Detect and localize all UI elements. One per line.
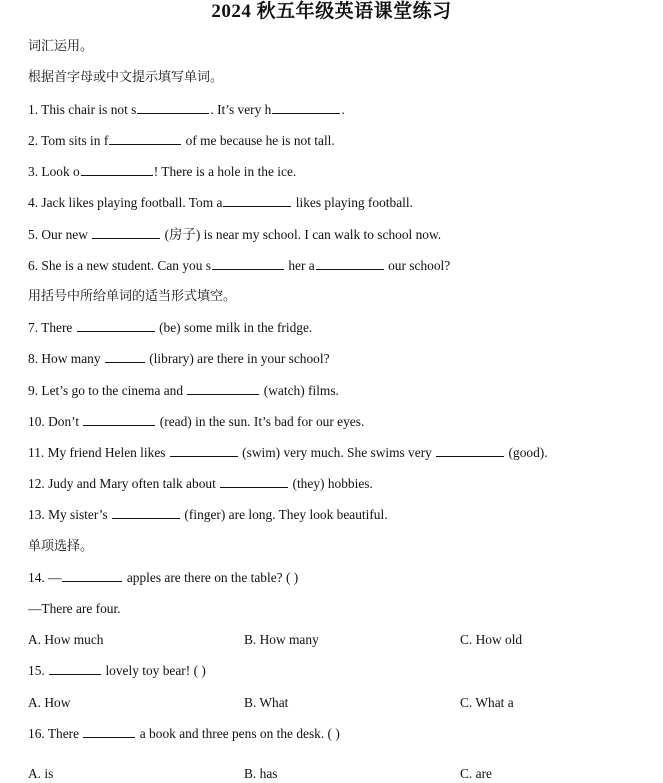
question-5 [28, 226, 441, 244]
section-heading-multiple-choice: 单项选择。 [28, 539, 94, 554]
section-instruction: 根据首字母或中文提示填写单词。 [28, 70, 224, 85]
question-text: 10. Don’t [28, 414, 83, 429]
question-text: (they) hobbies. [289, 476, 373, 491]
answer-blank[interactable] [109, 132, 181, 145]
option-b[interactable]: B. has [244, 766, 278, 781]
question-text: (read) in the sun. It’s bad for our eyes. [156, 414, 365, 429]
question-text: 12. Judy and Mary often talk about [28, 476, 220, 491]
question-text: 7. There [28, 320, 76, 335]
page-title: 2024 秋五年级英语课堂练习 [211, 1, 452, 22]
question-15 [28, 662, 206, 680]
question-text: 4. Jack likes playing football. Tom a [28, 195, 223, 210]
answer-blank[interactable] [92, 226, 160, 239]
section-heading-word-forms: 用括号中所给单词的适当形式填空。 [28, 289, 237, 304]
question-13 [28, 506, 388, 524]
question-text: (swim) very much. She swims very [238, 445, 436, 460]
question-text: 13. My sister’s [28, 507, 112, 522]
answer-blank[interactable] [316, 257, 384, 270]
question-text: (finger) are long. They look beautiful. [181, 507, 388, 522]
question-11 [28, 444, 548, 462]
question-text: 11. My friend Helen likes [28, 445, 169, 460]
answer-blank[interactable] [272, 101, 340, 114]
answer-blank[interactable] [137, 101, 209, 114]
answer-blank[interactable] [187, 382, 259, 395]
question-text: 6. She is a new student. Can you s [28, 258, 211, 273]
question-text: apples are there on the table? ( ) [123, 570, 299, 585]
answer-blank[interactable] [83, 725, 135, 738]
option-a[interactable]: A. is [28, 766, 54, 781]
question-3 [28, 163, 296, 181]
question-8 [28, 350, 330, 368]
question-text: her a [285, 258, 315, 273]
question-12 [28, 475, 373, 493]
question-text: 14. — [28, 570, 62, 585]
answer-blank[interactable] [105, 350, 145, 363]
question-text: (房子) is near my school. I can walk to school now. [161, 227, 442, 242]
question-text: 8. How many [28, 351, 104, 366]
question-2 [28, 132, 335, 150]
answer-blank[interactable] [436, 444, 504, 457]
question-text: 2. Tom sits in f [28, 133, 109, 148]
question-1 [28, 101, 345, 119]
question-16 [28, 725, 340, 743]
question-text: (watch) films. [260, 383, 339, 398]
question-text: 15. [28, 663, 49, 678]
question-text: 1. This chair is not s [28, 102, 137, 117]
answer-blank[interactable] [83, 413, 155, 426]
question-4 [28, 194, 413, 212]
question-6 [28, 257, 450, 275]
answer-blank[interactable] [112, 506, 180, 519]
option-c[interactable]: C. are [460, 766, 492, 781]
question-text: lovely toy bear! ( ) [102, 663, 206, 678]
option-b[interactable]: B. What [244, 695, 289, 710]
question-text: (good). [505, 445, 548, 460]
answer-blank[interactable] [81, 163, 153, 176]
question-text: likes playing football. [292, 195, 413, 210]
question-14-dialogue: —There are four. [28, 601, 121, 616]
option-a[interactable]: A. How much [28, 632, 104, 647]
option-a[interactable]: A. How [28, 695, 71, 710]
answer-blank[interactable] [62, 569, 122, 582]
question-text: 3. Look o [28, 164, 80, 179]
answer-blank[interactable] [49, 662, 101, 675]
question-text: 16. There [28, 726, 83, 741]
question-text: . It’s very h [210, 102, 272, 117]
question-7 [28, 319, 312, 337]
option-b[interactable]: B. How many [244, 632, 319, 647]
question-text: (be) some milk in the fridge. [155, 320, 313, 335]
question-text: (library) are there in your school? [145, 351, 330, 366]
question-text: . [341, 102, 345, 117]
question-text: ! There is a hole in the ice. [153, 164, 297, 179]
answer-blank[interactable] [223, 194, 291, 207]
question-14 [28, 569, 298, 587]
question-text: 5. Our new [28, 227, 92, 242]
answer-blank[interactable] [170, 444, 238, 457]
answer-blank[interactable] [220, 475, 288, 488]
question-text: 9. Let’s go to the cinema and [28, 383, 187, 398]
question-9 [28, 382, 339, 400]
question-text: of me because he is not tall. [182, 133, 335, 148]
question-text: a book and three pens on the desk. ( ) [136, 726, 340, 741]
option-c[interactable]: C. How old [460, 632, 523, 647]
answer-blank[interactable] [77, 319, 155, 332]
section-heading-vocabulary: 词汇运用。 [28, 39, 94, 54]
option-c[interactable]: C. What a [460, 695, 514, 710]
answer-blank[interactable] [212, 257, 284, 270]
question-10 [28, 413, 364, 431]
question-text: our school? [384, 258, 451, 273]
